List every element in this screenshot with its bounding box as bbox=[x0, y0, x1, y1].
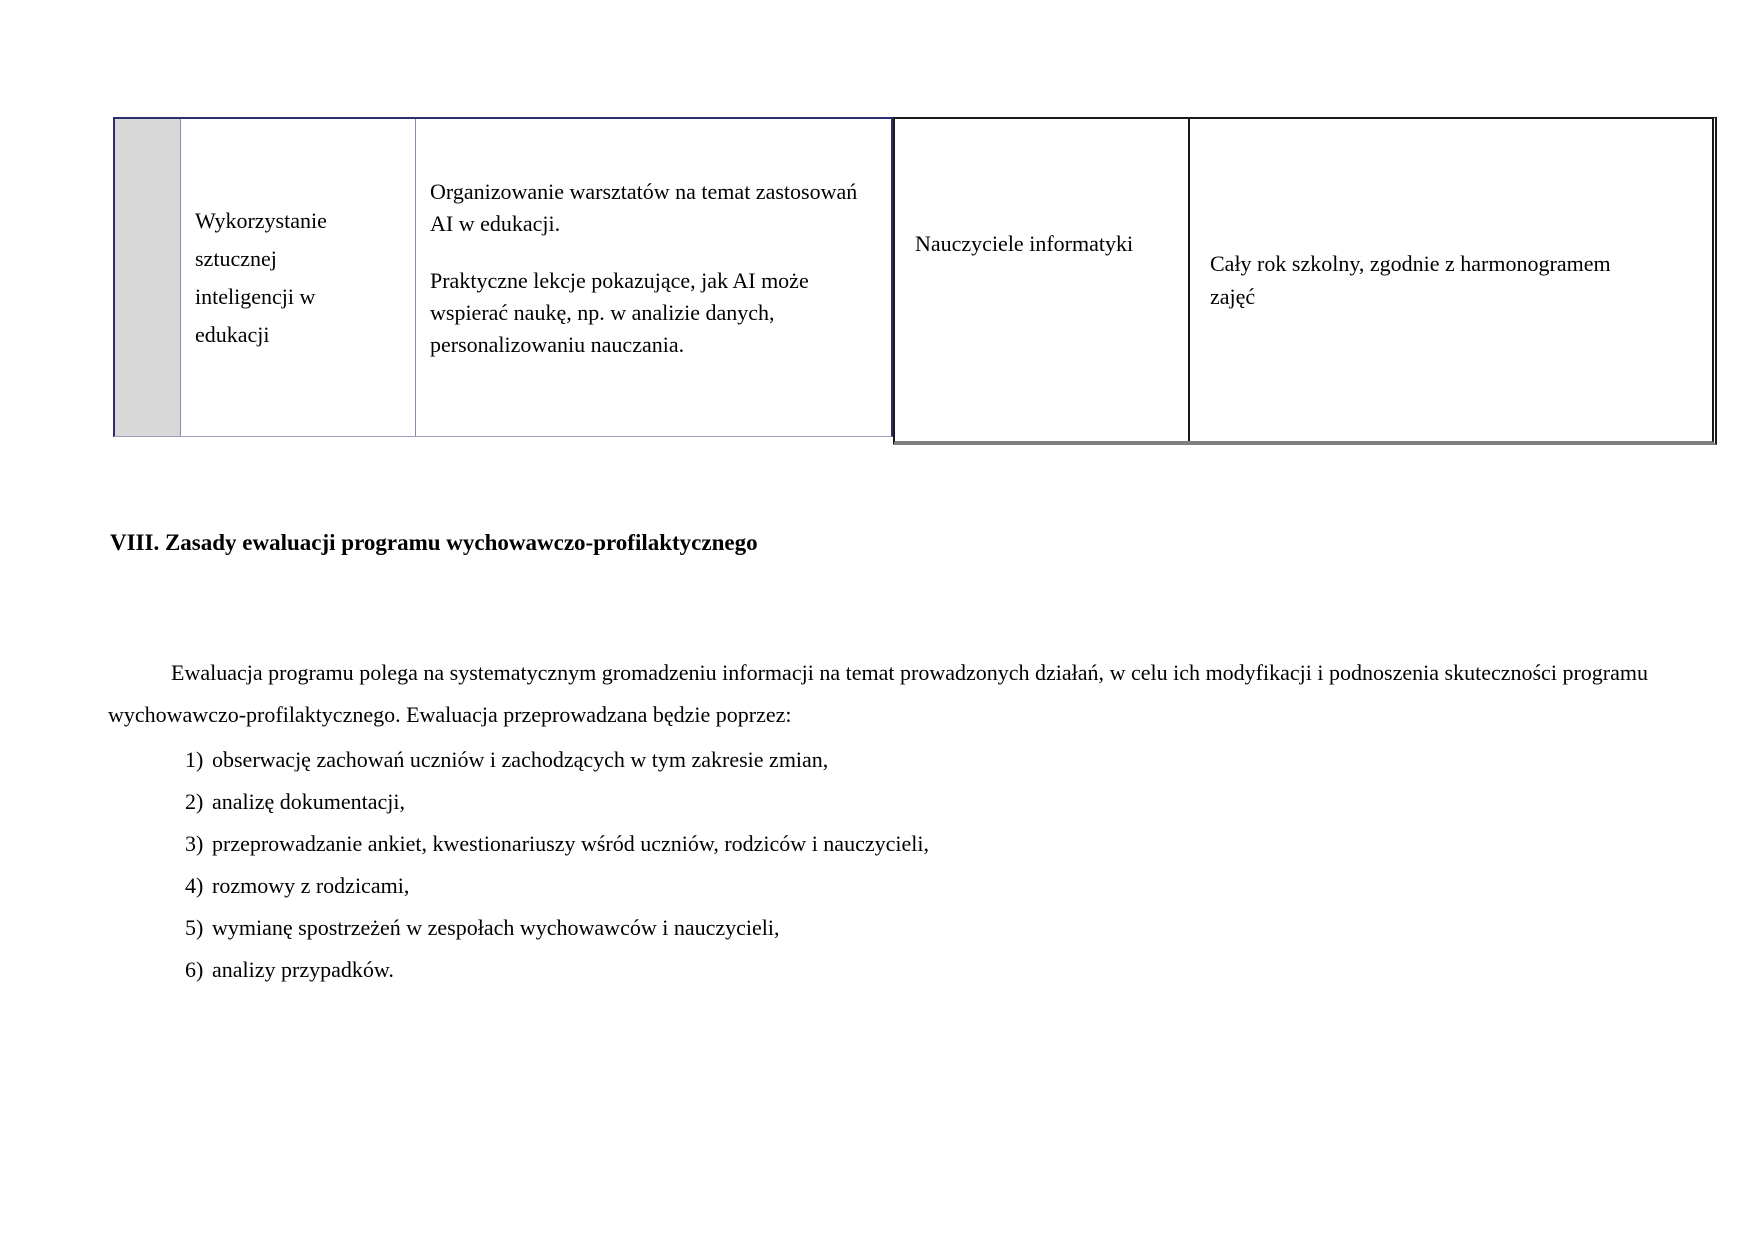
list-item-number: 1) bbox=[185, 747, 204, 772]
list-item-number: 2) bbox=[185, 789, 204, 814]
responsible-text: Nauczyciele informatyki bbox=[915, 231, 1134, 256]
list-item bbox=[185, 781, 1655, 823]
list-item-text: przeprowadzanie ankiet, kwestionariuszy wśród uczniów, rodziców i nauczycieli, bbox=[212, 831, 929, 856]
section-heading: VIII. Zasady ewaluacji programu wychowawczo-profilaktycznego bbox=[110, 530, 758, 555]
list-item bbox=[185, 949, 1655, 991]
list-item bbox=[185, 739, 1655, 781]
action-paragraph-2: Praktyczne lekcje pokazujące, jak AI może wspierać naukę, np. w analizie danych, personalizowaniu nauczania. bbox=[430, 268, 809, 357]
topic-text: Wykorzystanie sztucznej inteligencji w edukacji bbox=[195, 207, 327, 347]
action-paragraph-1: Organizowanie warsztatów na temat zastosowań AI w edukacji. bbox=[430, 179, 858, 236]
topic-cell bbox=[181, 119, 416, 436]
timing-text: Cały rok szkolny, zgodnie z harmonogramem zajęć bbox=[1210, 251, 1611, 309]
list-item-text: obserwację zachowań uczniów i zachodzących w tym zakresie zmian, bbox=[212, 747, 829, 772]
timing-cell bbox=[1190, 119, 1712, 441]
actions-cell bbox=[416, 119, 891, 436]
gray-spacer-cell bbox=[115, 119, 181, 436]
list-item-number: 6) bbox=[185, 957, 204, 982]
program-table-right-section bbox=[893, 117, 1717, 445]
list-item-text: analizy przypadków. bbox=[212, 957, 394, 982]
list-item bbox=[185, 907, 1655, 949]
evaluation-paragraph: Ewaluacja programu polega na systematycznym gromadzeniu informacji na temat prowadzonych działań, w celu ich modyfikacji i podnoszenia skuteczności programu wychowawczo-profilaktycznego. Ewaluacja przeprowadzana będzie poprzez: bbox=[108, 660, 1648, 727]
list-item bbox=[185, 823, 1655, 865]
list-item-text: analizę dokumentacji, bbox=[212, 789, 406, 814]
list-item-number: 5) bbox=[185, 915, 204, 940]
list-item-number: 4) bbox=[185, 873, 204, 898]
program-table bbox=[113, 117, 1717, 445]
list-item bbox=[185, 865, 1655, 907]
list-item-text: wymianę spostrzeżeń w zespołach wychowawców i nauczycieli, bbox=[212, 915, 780, 940]
evaluation-list bbox=[185, 739, 1655, 991]
responsible-cell bbox=[895, 119, 1190, 441]
list-item-number: 3) bbox=[185, 831, 204, 856]
list-item-text: rozmowy z rodzicami, bbox=[212, 873, 410, 898]
program-table-left-section bbox=[113, 117, 893, 437]
